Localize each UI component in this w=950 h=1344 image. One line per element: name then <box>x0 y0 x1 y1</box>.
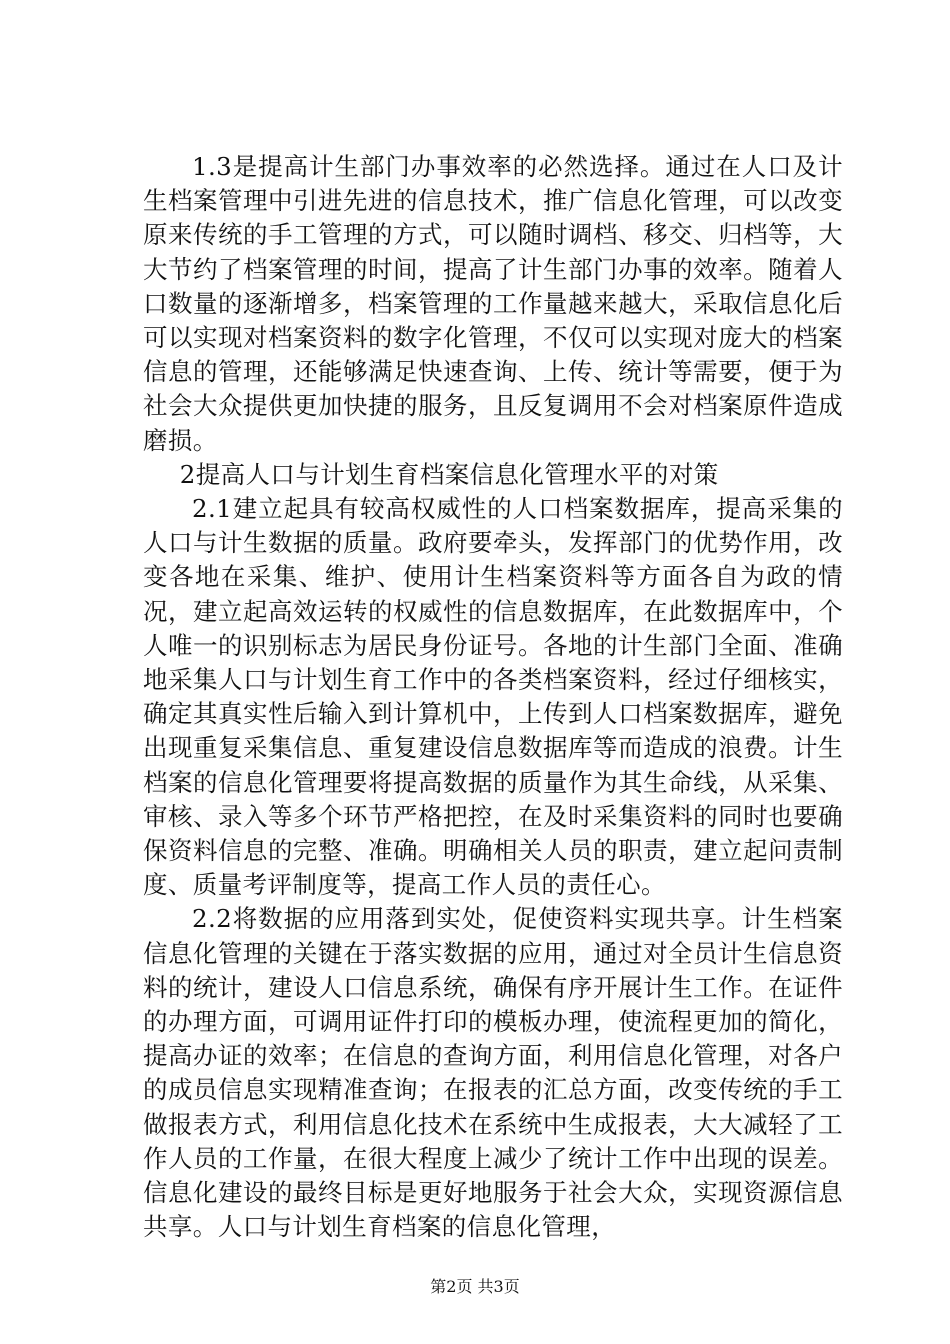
paragraph-2-2: 2.2将数据的应用落到实处，促使资料实现共享。计生档案信息化管理的关键在于落实数据的应用，通过对全员计生信息资料的统计，建设人口信息系统，确保有序开展计生工作。在证件的办理方面，可调用证件打印的模板办理，使流程更加的简化，提高办证的效率；在信息的查询方面，利用信息化管理，对各户的成员信息实现精准查询；在报表的汇总方面，改变传统的手工做报表方式，利用信息化技术在系统中生成报表，大大减轻了工作人员的工作量，在很大程度上减少了统计工作中出现的误差。信息化建设的最终目标是更好地服务于社会大众，实现资源信息共享。人口与计划生育档案的信息化管理， <box>143 904 843 1242</box>
section-heading-2: 2提高人口与计划生育档案信息化管理水平的对策 <box>179 459 719 489</box>
paragraph-1-3: 1.3是提高计生部门办事效率的必然选择。通过在人口及计生档案管理中引进先进的信息技术，推广信息化管理，可以改变原来传统的手工管理的方式，可以随时调档、移交、归档等，大大节约了档案管理的时间，提高了计生部门办事的效率。随着人口数量的逐渐增多，档案管理的工作量越来越大，采取信息化后可以实现对档案资料的数字化管理，不仅可以实现对庞大的档案信息的管理，还能够满足快速查询、上传、统计等需要，便于为社会大众提供更加快捷的服务，且反复调用不会对档案原件造成磨损。 <box>143 152 843 455</box>
paragraph-2-1: 2.1建立起具有较高权威性的人口档案数据库，提高采集的人口与计生数据的质量。政府要牵头，发挥部门的优势作用，改变各地在采集、维护、使用计生档案资料等方面各自为政的情况，建立起高效运转的权威性的信息数据库，在此数据库中，个人唯一的识别标志为居民身份证号。各地的计生部门全面、准确地采集人口与计划生育工作中的各类档案资料，经过仔细核实，确定其真实性后输入到计算机中，上传到人口档案数据库，避免出现重复采集信息、重复建设信息数据库等而造成的浪费。计生档案的信息化管理要将提高数据的质量作为其生命线，从采集、审核、录入等多个环节严格把控，在及时采集资料的同时也要确保资料信息的完整、准确。明确相关人员的职责，建立起问责制度、质量考评制度等，提高工作人员的责任心。 <box>143 494 843 900</box>
document-body <box>143 150 843 1245</box>
page-footer: 第2页 共3页 <box>430 1277 520 1296</box>
